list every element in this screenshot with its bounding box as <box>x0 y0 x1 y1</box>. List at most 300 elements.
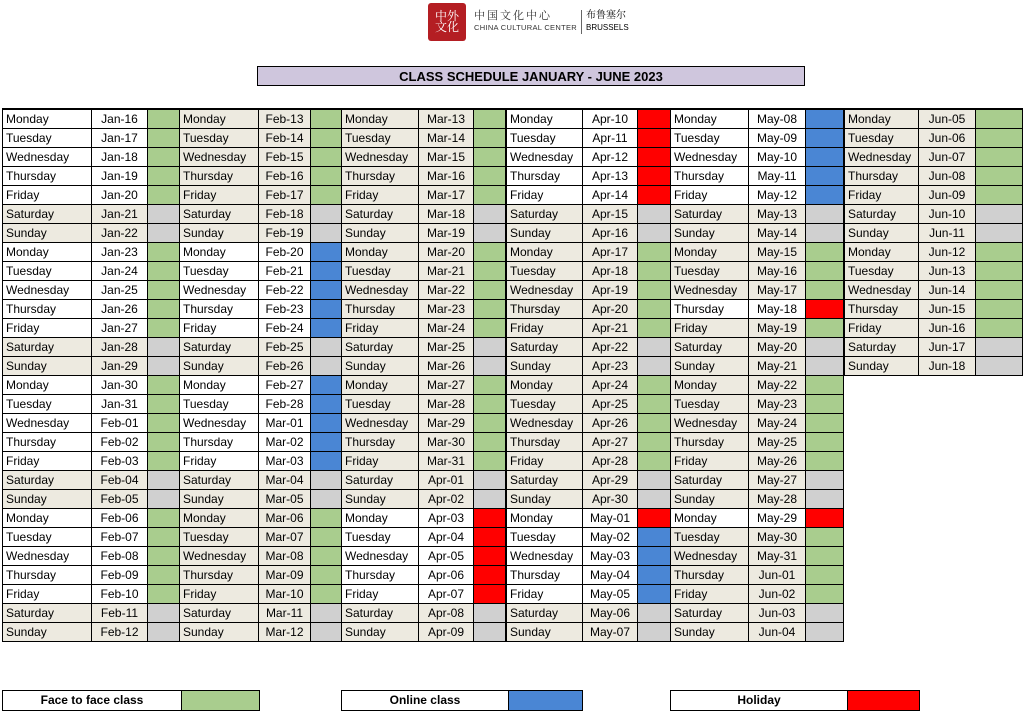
table-row <box>507 604 671 623</box>
status-swatch-weekend <box>148 471 180 490</box>
status-swatch-face <box>976 300 1023 319</box>
table-row <box>3 528 180 547</box>
date-cell: Apr-10 <box>583 109 638 129</box>
status-swatch-weekend <box>638 205 671 224</box>
date-cell: Mar-15 <box>419 148 474 167</box>
table-row <box>3 109 180 129</box>
day-cell: Friday <box>3 585 92 604</box>
date-cell: Mar-21 <box>419 262 474 281</box>
status-swatch-holiday <box>638 148 671 167</box>
date-cell: Apr-04 <box>419 528 474 547</box>
status-swatch-weekend <box>148 357 180 376</box>
day-cell: Wednesday <box>671 414 749 433</box>
day-cell: Friday <box>507 186 583 205</box>
day-cell: Sunday <box>845 357 919 376</box>
date-cell: Feb-17 <box>259 186 311 205</box>
day-cell: Sunday <box>342 490 419 509</box>
date-cell: Feb-03 <box>92 452 148 471</box>
date-cell: Jun-16 <box>919 319 976 338</box>
table-row <box>671 414 844 433</box>
table-row <box>342 243 506 262</box>
day-cell: Friday <box>845 319 919 338</box>
day-cell: Tuesday <box>342 395 419 414</box>
status-swatch-weekend <box>311 623 342 642</box>
date-cell: May-02 <box>583 528 638 547</box>
day-cell: Saturday <box>671 205 749 224</box>
status-swatch-weekend <box>806 623 844 642</box>
day-cell: Saturday <box>845 205 919 224</box>
seal-icon: 中外 文化 <box>428 3 466 41</box>
table-row <box>3 547 180 566</box>
date-cell: Jun-14 <box>919 281 976 300</box>
date-cell: Mar-24 <box>419 319 474 338</box>
status-swatch-face <box>148 452 180 471</box>
status-swatch-face <box>806 395 844 414</box>
date-cell: May-23 <box>749 395 806 414</box>
day-cell: Tuesday <box>342 129 419 148</box>
day-cell: Sunday <box>180 490 259 509</box>
table-row <box>180 471 342 490</box>
table-row <box>671 433 844 452</box>
date-cell: Apr-03 <box>419 509 474 528</box>
date-cell: Feb-27 <box>259 376 311 395</box>
day-cell: Monday <box>342 243 419 262</box>
table-row <box>3 167 180 186</box>
day-cell: Sunday <box>180 224 259 243</box>
table-row <box>507 129 671 148</box>
day-cell: Saturday <box>507 604 583 623</box>
status-swatch-face <box>806 547 844 566</box>
date-cell: Apr-12 <box>583 148 638 167</box>
status-swatch-online <box>311 262 342 281</box>
date-cell: Jun-08 <box>919 167 976 186</box>
day-cell: Thursday <box>845 300 919 319</box>
day-cell: Tuesday <box>845 129 919 148</box>
table-row <box>671 452 844 471</box>
day-cell: Wednesday <box>3 281 92 300</box>
status-swatch-online <box>806 167 844 186</box>
status-swatch-face <box>806 243 844 262</box>
day-cell: Saturday <box>3 471 92 490</box>
status-swatch-face <box>148 281 180 300</box>
status-swatch-face <box>148 566 180 585</box>
table-row <box>507 471 671 490</box>
status-swatch-face <box>148 414 180 433</box>
status-swatch-weekend <box>976 205 1023 224</box>
status-swatch-face <box>474 167 506 186</box>
table-row <box>671 148 844 167</box>
table-row <box>3 186 180 205</box>
status-swatch-holiday <box>806 509 844 528</box>
date-cell: May-06 <box>583 604 638 623</box>
table-row <box>507 148 671 167</box>
day-cell: Wednesday <box>3 414 92 433</box>
day-cell: Monday <box>507 376 583 395</box>
day-cell: Wednesday <box>180 414 259 433</box>
table-row <box>671 604 844 623</box>
day-cell: Thursday <box>180 167 259 186</box>
date-cell: Feb-16 <box>259 167 311 186</box>
status-swatch-face <box>976 186 1023 205</box>
table-row <box>507 338 671 357</box>
table-row <box>671 585 844 604</box>
day-cell: Wednesday <box>342 148 419 167</box>
date-cell: May-16 <box>749 262 806 281</box>
table-row <box>671 109 844 129</box>
date-cell: Mar-29 <box>419 414 474 433</box>
schedule-column <box>670 108 844 642</box>
day-cell: Thursday <box>671 566 749 585</box>
table-row <box>180 357 342 376</box>
status-swatch-face <box>148 129 180 148</box>
date-cell: Feb-14 <box>259 129 311 148</box>
date-cell: Jun-12 <box>919 243 976 262</box>
status-swatch-face <box>311 566 342 585</box>
status-swatch-holiday <box>474 547 506 566</box>
day-cell: Thursday <box>671 167 749 186</box>
status-swatch-weekend <box>474 623 506 642</box>
logo-city <box>581 10 629 34</box>
legend-label: Holiday <box>671 691 848 710</box>
status-swatch-weekend <box>806 357 844 376</box>
date-cell: Mar-12 <box>259 623 311 642</box>
day-cell: Wednesday <box>507 148 583 167</box>
table-row <box>845 262 1023 281</box>
date-cell: Jun-17 <box>919 338 976 357</box>
status-swatch-face <box>311 148 342 167</box>
status-swatch-face <box>806 319 844 338</box>
day-cell: Tuesday <box>671 528 749 547</box>
date-cell: Feb-11 <box>92 604 148 623</box>
status-swatch-face <box>806 452 844 471</box>
status-swatch-face <box>638 262 671 281</box>
legend-item-holiday <box>670 690 920 711</box>
status-swatch-weekend <box>474 205 506 224</box>
status-swatch-online <box>638 585 671 604</box>
day-cell: Sunday <box>3 623 92 642</box>
date-cell: Feb-21 <box>259 262 311 281</box>
status-swatch-face <box>474 319 506 338</box>
table-row <box>3 148 180 167</box>
status-swatch-face <box>311 528 342 547</box>
day-cell: Wednesday <box>180 281 259 300</box>
status-swatch-holiday <box>474 528 506 547</box>
status-swatch-weekend <box>474 604 506 623</box>
day-cell: Wednesday <box>180 148 259 167</box>
day-cell: Monday <box>180 376 259 395</box>
status-swatch-face <box>976 319 1023 338</box>
status-swatch-face <box>148 585 180 604</box>
date-cell: Mar-11 <box>259 604 311 623</box>
table-row <box>3 243 180 262</box>
date-cell: Feb-12 <box>92 623 148 642</box>
status-swatch-face <box>638 243 671 262</box>
date-cell: Mar-18 <box>419 205 474 224</box>
date-cell: Feb-06 <box>92 509 148 528</box>
date-cell: Mar-20 <box>419 243 474 262</box>
table-row <box>845 148 1023 167</box>
table-row <box>671 547 844 566</box>
table-row <box>507 433 671 452</box>
status-swatch-face <box>806 376 844 395</box>
date-cell: Apr-27 <box>583 433 638 452</box>
status-swatch-weekend <box>806 338 844 357</box>
date-cell: May-21 <box>749 357 806 376</box>
status-swatch-weekend <box>474 338 506 357</box>
table-row <box>3 357 180 376</box>
date-cell: Apr-26 <box>583 414 638 433</box>
day-cell: Tuesday <box>342 262 419 281</box>
date-cell: Jun-10 <box>919 205 976 224</box>
table-row <box>671 167 844 186</box>
date-cell: Jan-27 <box>92 319 148 338</box>
table-row <box>180 224 342 243</box>
day-cell: Saturday <box>845 338 919 357</box>
status-swatch-holiday <box>638 186 671 205</box>
table-row <box>3 129 180 148</box>
table-row <box>180 547 342 566</box>
day-cell: Saturday <box>342 205 419 224</box>
status-swatch-holiday <box>474 566 506 585</box>
table-row <box>3 623 180 642</box>
date-cell: Jan-17 <box>92 129 148 148</box>
status-swatch-face <box>638 319 671 338</box>
table-row <box>507 281 671 300</box>
status-swatch-face <box>474 109 506 129</box>
day-cell: Wednesday <box>845 281 919 300</box>
day-cell: Monday <box>342 509 419 528</box>
day-cell: Saturday <box>3 604 92 623</box>
day-cell: Saturday <box>671 604 749 623</box>
date-cell: Feb-10 <box>92 585 148 604</box>
table-row <box>180 623 342 642</box>
center-logo <box>428 0 629 44</box>
table-row <box>507 452 671 471</box>
table-row <box>671 338 844 357</box>
status-swatch-face <box>976 129 1023 148</box>
day-cell: Tuesday <box>180 129 259 148</box>
day-cell: Monday <box>671 509 749 528</box>
day-cell: Saturday <box>507 338 583 357</box>
day-cell: Friday <box>507 319 583 338</box>
table-row <box>342 148 506 167</box>
table-row <box>671 129 844 148</box>
table-row <box>342 490 506 509</box>
date-cell: May-14 <box>749 224 806 243</box>
status-swatch-weekend <box>638 604 671 623</box>
day-cell: Friday <box>3 452 92 471</box>
status-swatch-holiday <box>638 167 671 186</box>
table-row <box>845 186 1023 205</box>
status-swatch-weekend <box>638 490 671 509</box>
status-swatch-weekend <box>311 604 342 623</box>
status-swatch-face <box>976 109 1023 129</box>
date-cell: Feb-07 <box>92 528 148 547</box>
day-cell: Monday <box>342 376 419 395</box>
status-swatch-face <box>148 509 180 528</box>
date-cell: Jun-06 <box>919 129 976 148</box>
date-cell: May-04 <box>583 566 638 585</box>
date-cell: Jun-04 <box>749 623 806 642</box>
status-swatch-face <box>806 585 844 604</box>
date-cell: Mar-08 <box>259 547 311 566</box>
date-cell: May-07 <box>583 623 638 642</box>
table-row <box>180 528 342 547</box>
logo-wordmark <box>474 10 577 34</box>
legend-item-online <box>341 690 583 711</box>
table-row <box>845 167 1023 186</box>
date-cell: Jun-07 <box>919 148 976 167</box>
day-cell: Tuesday <box>180 262 259 281</box>
status-swatch-online <box>638 528 671 547</box>
table-row <box>342 205 506 224</box>
status-swatch-face <box>806 433 844 452</box>
status-swatch-holiday <box>638 509 671 528</box>
date-cell: Jan-16 <box>92 109 148 129</box>
table-row <box>3 509 180 528</box>
status-swatch-online <box>311 433 342 452</box>
table-row <box>342 566 506 585</box>
day-cell: Sunday <box>342 623 419 642</box>
date-cell: Apr-19 <box>583 281 638 300</box>
status-swatch-online <box>311 414 342 433</box>
status-swatch-face <box>638 433 671 452</box>
day-cell: Monday <box>3 509 92 528</box>
day-cell: Wednesday <box>671 547 749 566</box>
status-swatch-weekend <box>474 357 506 376</box>
status-swatch-face <box>474 243 506 262</box>
day-cell: Sunday <box>671 224 749 243</box>
date-cell: May-13 <box>749 205 806 224</box>
status-swatch-face <box>474 433 506 452</box>
status-swatch-face <box>148 186 180 205</box>
date-cell: Mar-16 <box>419 167 474 186</box>
status-swatch-face <box>311 109 342 129</box>
date-cell: Mar-31 <box>419 452 474 471</box>
date-cell: Apr-22 <box>583 338 638 357</box>
date-cell: May-22 <box>749 376 806 395</box>
day-cell: Friday <box>342 186 419 205</box>
date-cell: Jan-25 <box>92 281 148 300</box>
table-row <box>3 604 180 623</box>
status-swatch-weekend <box>638 357 671 376</box>
date-cell: Jan-22 <box>92 224 148 243</box>
table-row <box>507 490 671 509</box>
status-swatch-face <box>148 167 180 186</box>
date-cell: Apr-06 <box>419 566 474 585</box>
day-cell: Tuesday <box>3 395 92 414</box>
status-swatch-weekend <box>474 471 506 490</box>
date-cell: Feb-25 <box>259 338 311 357</box>
date-cell: Apr-11 <box>583 129 638 148</box>
date-cell: May-10 <box>749 148 806 167</box>
day-cell: Thursday <box>3 433 92 452</box>
day-cell: Saturday <box>671 338 749 357</box>
org-name-cn: 中国文化中心 <box>474 9 552 22</box>
table-row <box>180 338 342 357</box>
date-cell: Jan-26 <box>92 300 148 319</box>
date-cell: May-01 <box>583 509 638 528</box>
status-swatch-weekend <box>976 357 1023 376</box>
day-cell: Sunday <box>671 490 749 509</box>
status-swatch-weekend <box>311 490 342 509</box>
table-row <box>507 262 671 281</box>
legend-item-face <box>2 690 260 711</box>
status-swatch-face <box>148 376 180 395</box>
status-swatch-face <box>148 528 180 547</box>
table-row <box>671 623 844 642</box>
date-cell: Apr-16 <box>583 224 638 243</box>
date-cell: Mar-05 <box>259 490 311 509</box>
status-swatch-face <box>148 300 180 319</box>
status-swatch-weekend <box>976 224 1023 243</box>
date-cell: Feb-23 <box>259 300 311 319</box>
table-row <box>180 319 342 338</box>
table-row <box>180 452 342 471</box>
table-row <box>3 414 180 433</box>
day-cell: Tuesday <box>3 528 92 547</box>
date-cell: Mar-03 <box>259 452 311 471</box>
date-cell: Apr-01 <box>419 471 474 490</box>
day-cell: Thursday <box>507 566 583 585</box>
schedule-column <box>2 108 180 642</box>
table-row <box>845 129 1023 148</box>
table-row <box>342 319 506 338</box>
day-cell: Friday <box>671 452 749 471</box>
status-swatch-online <box>806 129 844 148</box>
table-row <box>671 566 844 585</box>
table-row <box>3 585 180 604</box>
table-row <box>180 395 342 414</box>
date-cell: May-12 <box>749 186 806 205</box>
status-swatch-online <box>311 319 342 338</box>
day-cell: Tuesday <box>180 528 259 547</box>
table-row <box>507 509 671 528</box>
status-swatch-weekend <box>148 205 180 224</box>
date-cell: Mar-22 <box>419 281 474 300</box>
day-cell: Monday <box>507 509 583 528</box>
table-row <box>180 205 342 224</box>
status-swatch-face <box>638 452 671 471</box>
status-swatch-face <box>638 281 671 300</box>
day-cell: Saturday <box>342 338 419 357</box>
table-row <box>342 109 506 129</box>
day-cell: Wednesday <box>3 547 92 566</box>
legend-swatch <box>509 691 582 710</box>
table-row <box>180 490 342 509</box>
status-swatch-weekend <box>148 224 180 243</box>
table-row <box>342 585 506 604</box>
date-cell: Feb-18 <box>259 205 311 224</box>
day-cell: Thursday <box>342 300 419 319</box>
status-swatch-weekend <box>148 338 180 357</box>
date-cell: Apr-28 <box>583 452 638 471</box>
table-row <box>671 509 844 528</box>
status-swatch-weekend <box>638 224 671 243</box>
table-row <box>342 262 506 281</box>
status-swatch-weekend <box>311 205 342 224</box>
date-cell: Jan-23 <box>92 243 148 262</box>
day-cell: Sunday <box>342 224 419 243</box>
day-cell: Monday <box>671 376 749 395</box>
status-swatch-online <box>638 566 671 585</box>
status-swatch-weekend <box>474 224 506 243</box>
table-row <box>342 224 506 243</box>
day-cell: Tuesday <box>3 262 92 281</box>
day-cell: Saturday <box>671 471 749 490</box>
status-swatch-face <box>806 281 844 300</box>
status-swatch-online <box>638 547 671 566</box>
